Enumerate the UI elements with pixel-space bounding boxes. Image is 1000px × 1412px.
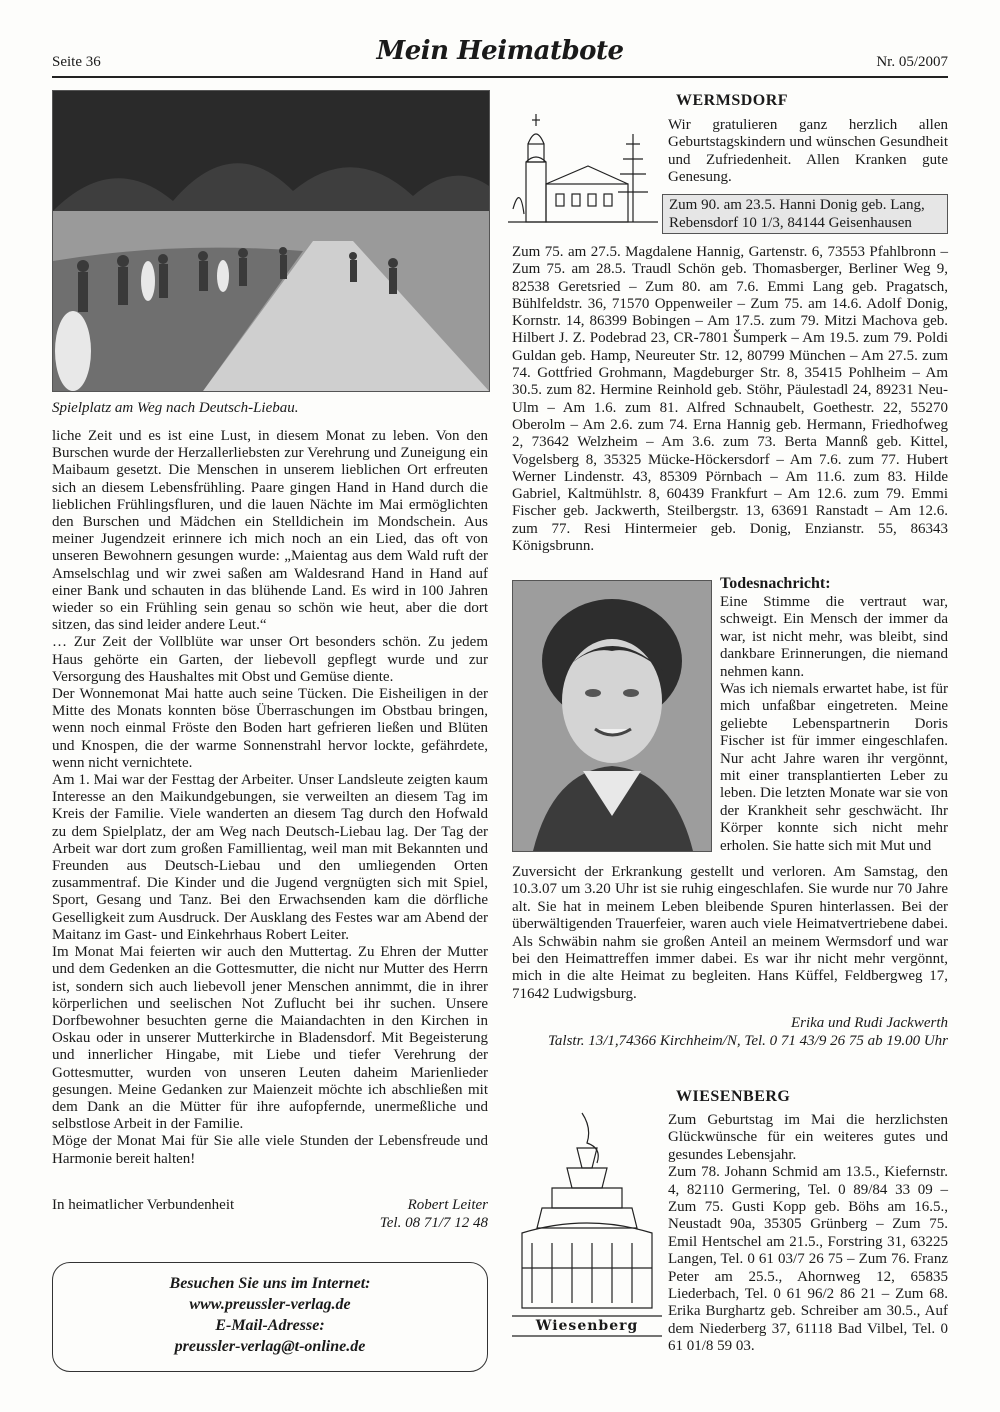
article-body: liche Zeit und es ist eine Lust, in diesem Monat zu leben. Von den Burschen wurde der Herzallerliebsten zur Verehrung und Zuneigung ein Maibaum gesetzt. Die Menschen in unserem lieblichen Ort erfreuten sich an diesem Lebensfrühling. Paare gingen Hand in Hand durch die lieblichen Frühlingsfluren, und die lauen Nächte im Mai ermöglichten den Burschen und Mädchen ein Stelldichein im Mondschein. Aus meiner Jugendzeit erinnere ich mich noch an ein Lied, das oft von unseren Bewohnern gesungen wurde: „Maientag aus dem Wald ruft der Amselschlag und wir zwei saßen am Waldesrand Hand in Hand auf einer Bank und schauten in das blühende Land. Es wird in 100 Jahren wieder so ein Frühling sein genau so schön wie heut, aber die dort sitzen, das sind leider andere Leut.“ … Zur Zeit der Vollblüte war unser Ort besonders schön. Zu jedem Haus gehörte ein Garten, der liebevoll gepflegt wurde und zur Versorgung des Haushaltes mit Obst und Gemüse diente. Der Wonnemonat Mai hatte auch seine Tücken. Die Eisheiligen in der Mitte des Monats konnten böse Überraschungen im Obstbau bringen, wenn noch einmal Fröste den Boden hart gefrieren ließen und Blüten und Knospen, die der warme Sonnenstrahl hervor lockte, gefährdete, wenn nicht vernichtete. Am 1. Mai war der Festtag der Arbeiter. Unser Landsleute zeigten kaum Interesse an den Maikundgebungen, sie verweilten an diesem Tag im Kreis der Familie. Viele wanderten an diesem Tag durch den Hofwald zu dem Spielplatz, der am Weg nach Deutsch-Liebau lag. Der Tag der Arbeit war dort zum großen Famillientag, weil man mit Bekannten und Freunden aus Deutsch-Liebau und den umliegenden Orten zusammentraf. Die Kinder und die Jugend vergnügten sich mit Spiel, Sport, Gesang und Tanz. Bei den Erwachsenden kam die dörfliche Geselligkeit zum Ausdruck. Der Ausklang des Festes war am Abend der Maitanz im Gast- und Einkehrhaus Robert Leiter. Im Monat Mai feierten wir auch den Muttertag. Zu Ehren der Mutter und dem Gedenken an die Gottesmutter, die nicht nur Mutter des Herrn ist, sondern sich auch liebevoll jener Menschen annimmt, die in ihrer körperlichen und seelischen Not Zuflucht bei ihr suchen. Unsere Dorfbewohner besuchten gerne die Maiandachten in den Kirchen in Oskau oder in unserer Mutterkirche in Bladensdorf. Mit Begeisterung und innerlicher Hingabe, mit Liebe und tiefer Verehrung der Gottesmutter, wurden von unseren Leuten daheim Marienlieder gesungen. Meine Gedanken zur Maienzeit möchte ich abschließen mit dem Dank an die Mütter für ihre aufopfernde, unermeßliche und selbstlose Arbeit in der Familie. Möge der Monat Mai für Sie alle viele Stunden der Lebensfreude und Harmonie bereit halten! xyxy=(52,428,488,1167)
portrait-photo xyxy=(512,580,712,852)
portrait-image xyxy=(513,581,711,851)
obituary-signature xyxy=(512,1015,948,1050)
web-heading: Besuchen Sie uns im Internet: xyxy=(169,1275,371,1292)
crowd-image xyxy=(53,91,489,391)
website-box xyxy=(52,1262,488,1372)
header-rule xyxy=(52,76,948,78)
obituary-sig-address: Talstr. 13/1,74366 Kirchheim/N, Tel. 0 71 43/9 26 75 ab 19.00 Uhr xyxy=(547,1032,948,1049)
author-signature xyxy=(52,1197,488,1232)
fountain-icon xyxy=(512,1108,662,1338)
wiesenberg-text: Zum Geburtstag im Mai die herzlichsten Glückwünsche für ein weiteres gutes und gesundes Lebensjahr. Zum 78. Johann Schmid am 13.5., Kiefernstr. 4, 82110 Germering, Tel. 0 89/84 33 09 – Zum 75. Gusti Kopp geb. Böhs am 16.5., Neustadt 90a, 35305 Grünberg – Zum 75. Emil Hentschel am 21.5., Forstring 31, 63225 Langen, Tel. 0 61 03/7 26 75 – Zum 76. Franz Peter am 25.5., Ahornweg 12, 65835 Liederbach, Tel. 0 61 96/2 86 21 – Zum 68. Erika Burghartz geb. Schreiber am 30.5., Auf dem Niederberg 37, 61118 Bad Vilbel, Tel. 0 61 01/8 59 03. xyxy=(668,1112,948,1355)
highlight-line1: Zum 90. am 23.5. Hanni Donig geb. Lang, xyxy=(669,197,925,213)
emblem-label: Wiesenberg xyxy=(535,1318,639,1334)
author-phone: Tel. 08 71/7 12 48 xyxy=(379,1214,488,1231)
closing-line: In heimatlicher Verbundenheit xyxy=(52,1197,235,1213)
obituary-sig-name: Erika und Rudi Jackwerth xyxy=(790,1015,948,1031)
author-name: Robert Leiter xyxy=(407,1197,488,1213)
masthead-title: Mein Heimatbote xyxy=(376,36,624,66)
wiesenberg-title: WIESENBERG xyxy=(676,1088,791,1105)
playground-photo xyxy=(52,90,490,392)
email-heading: E-Mail-Adresse: xyxy=(215,1317,325,1334)
obituary-text-below: Zuversicht der Erkrankung gestellt und verloren. Am Samstag, den 10.3.07 um 3.20 Uhr ist sie ruhig eingeschlafen. Sie wurde nur 70 Jahre alt. Sie hat in meinem Leben bleibende Spuren hinterlassen. Bei der überwältigenden Trauerfeier, waren auch viele Heimatvertriebene dabei. Als Schwäbin nahm sie großen Anteil an meinem Wermsdorf und war bei den Heimattreffen immer dabei. Es war ihr nicht mehr vergönnt, mich in die alte Heimat zu begleiten. Hans Küffel, Feldbergweg 17, 71642 Ludwigsburg. xyxy=(512,864,948,1002)
church-icon xyxy=(508,114,658,226)
wermsdorf-intro: Wir gratulieren ganz herzlich allen Geburtstagskindern und wünschen Gesundheit und Zufriedenheit. Allen Kranken gute Genesung. xyxy=(668,117,948,185)
wermsdorf-title: WERMSDORF xyxy=(676,92,789,109)
wermsdorf-birthday-list: Zum 75. am 27.5. Magdalene Hannig, Gartenstr. 6, 73553 Pfahlbronn – Zum 75. am 28.5. Traudl Schön geb. Thomasberger, Berliner Weg 9, 82538 Geretsried – Zum 80. am 7.6. Emmi Lang geb. Pragatsch, Bühlfeldstr. 36, 71570 Oppenweiler – Zum 75. am 14.6. Adolf Donig, Kornstr. 14, 86399 Bobingen – Am 17.5. zum 79. Mitzi Machova geb. Hilbert J. Z. Podebrad 23, CR-7801 Šumperk – Am 19.5. zum 79. Poldi Guldan geb. Hamp, Neureuter Str. 12, 80799 München – Am 27.5. zum 74. Gottfried Grohmann, Magdeburger Str. 8, 35415 Pohlheim – Am 30.5. zum 82. Hermine Reinhold geb. Stöhr, Päulestadl 24, 89231 Neu-Ulm – Am 1.6. zum 81. Alfred Schnaubelt, Goethestr. 22, 55270 Oberolm – Am 2.6. zum 74. Erna Hannig geb. Hermann, Friedhofweg 2, 73642 Welzheim – Am 3.6. zum 73. Berta Mannß geb. Kittel, Vogelsberg 8, 35325 Mücke-Höckersdorf – Am 7.6. zum 77. Hubert Werner Lindenstr. 43, 85309 Pörnbach – Am 11.6. zum 83. Hilde Gabriel, Kaltmühlstr. 8, 60439 Frankfurt – Am 12.6. zum 79. Emmi Fischer geb. Jackwerth, Steilbergstr. 13, 63691 Ranstadt – Am 12.6. zum 77. Resi Hintermeier geb. Donig, Enzianstr. 55, 86343 Königsbrunn. xyxy=(512,244,948,555)
wiesenberg-emblem xyxy=(512,1108,662,1360)
email-link[interactable]: preussler-verlag@t-online.de xyxy=(174,1338,366,1355)
page-number: Seite 36 xyxy=(52,54,101,70)
highlight-line2: Rebensdorf 10 1/3, 84144 Geisenhausen xyxy=(669,214,912,231)
photo-caption: Spielplatz am Weg nach Deutsch-Liebau. xyxy=(52,400,299,416)
church-drawing xyxy=(508,114,658,231)
obituary-text-side: Eine Stimme die vertraut war, schweigt. Ein Mensch der immer da war, ist nicht mehr, was bleibt, sind dankbare Erinnerungen, die niemand nehmen kann. Was ich niemals erwartet habe, ist für mich unfaßbar eingetreten. Meine geliebte Lebenspartnerin Doris Fischer ist für immer eingeschlafen. Nur acht Jahre waren ihr vergönnt, mit einer transplantierten Leber zu leben. Die letzten Monate war sie von der Krankheit sehr geschwächt. Ihr Körper konnte sich nicht mehr erholen. Sie hatte sich mit Mut und xyxy=(720,594,948,854)
highlight-box xyxy=(662,194,948,234)
obituary-title: Todesnachricht: xyxy=(720,575,831,592)
website-link[interactable]: www.preussler-verlag.de xyxy=(189,1296,351,1313)
issue-number: Nr. 05/2007 xyxy=(876,54,948,70)
